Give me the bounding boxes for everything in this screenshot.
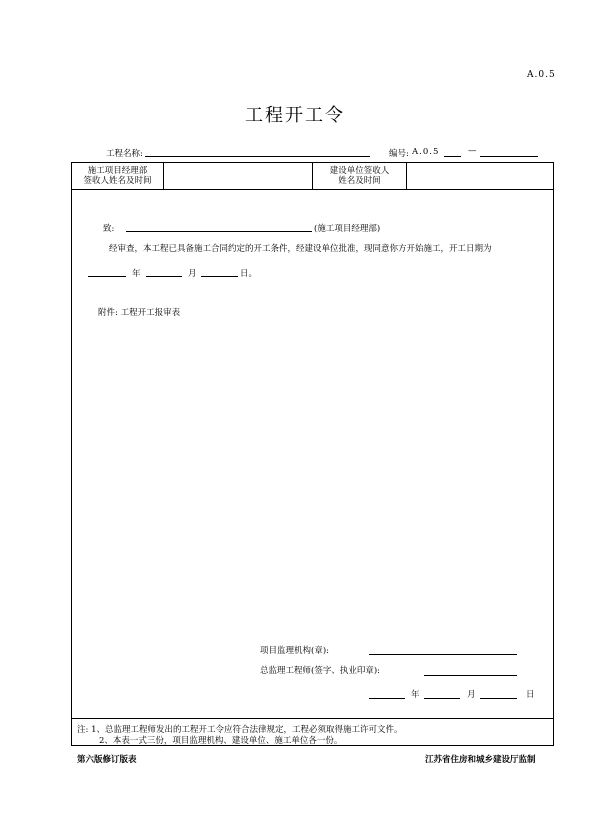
note-line-1: 注: 1、总监理工程师发出的工程开工令应符合法律规定，工程必须取得施工许可文件。 <box>77 725 403 735</box>
number-label: 编号: <box>389 149 409 159</box>
page-title: 工程开工令 <box>245 105 345 126</box>
start-day-label: 日。 <box>240 269 258 279</box>
start-year-field[interactable] <box>88 276 126 277</box>
supervision-org-field[interactable] <box>369 654 517 655</box>
form-code: A.0.5 <box>527 70 556 80</box>
sign-year-label: 年 <box>411 690 420 700</box>
chief-engineer-field[interactable] <box>424 675 517 676</box>
note-line-2: 2、本表一式三份，项目监理机构、建设单位、施工单位各一份。 <box>99 736 343 746</box>
attachment-label: 附件: 工程开工报审表 <box>98 308 181 318</box>
to-suffix: (施工项目经理部) <box>314 224 381 234</box>
supervision-org-label: 项目监理机构(章): <box>260 646 329 656</box>
number-value: A.0.5 <box>412 147 440 157</box>
number-field-b[interactable] <box>480 156 538 157</box>
pm-signee-field[interactable] <box>164 163 312 189</box>
sign-month-label: 月 <box>467 690 476 700</box>
owner-signee-label-line1: 建设单位签收人 <box>329 166 390 176</box>
main-body <box>71 189 554 746</box>
sign-day-field[interactable] <box>480 698 517 699</box>
number-dash: — <box>468 146 477 156</box>
sign-year-field[interactable] <box>369 698 405 699</box>
number-field-a[interactable] <box>444 156 461 157</box>
to-label: 致: <box>103 224 115 234</box>
pm-signee-label <box>72 166 163 186</box>
footer-edition: 第六版修订版表 <box>77 755 137 765</box>
pm-signee-label-line2: 签收人姓名及时间 <box>83 176 152 186</box>
footer-issuer: 江苏省住房和城乡建设厅监制 <box>425 755 536 765</box>
approval-paragraph: 经审查，本工程已具备施工合同约定的开工条件，经建设单位批准，现同意你方开始施工，开工日期为 <box>109 244 492 254</box>
owner-signee-label <box>313 166 406 186</box>
to-field[interactable] <box>126 231 312 232</box>
chief-engineer-label: 总监理工程师(签字、执业印章): <box>260 666 380 676</box>
sign-day-label: 日 <box>526 690 535 700</box>
pm-signee-label-line1: 施工项目经理部 <box>87 166 148 176</box>
start-month-label: 月 <box>188 269 197 279</box>
owner-signee-label-line2: 姓名及时间 <box>338 176 381 186</box>
project-name-field[interactable] <box>145 156 370 157</box>
sign-month-field[interactable] <box>424 698 460 699</box>
notes-divider <box>71 718 554 719</box>
project-name-label: 工程名称: <box>106 149 143 159</box>
owner-signee-field[interactable] <box>407 163 553 189</box>
start-day-field[interactable] <box>201 276 238 277</box>
start-month-field[interactable] <box>146 276 182 277</box>
start-year-label: 年 <box>132 269 141 279</box>
